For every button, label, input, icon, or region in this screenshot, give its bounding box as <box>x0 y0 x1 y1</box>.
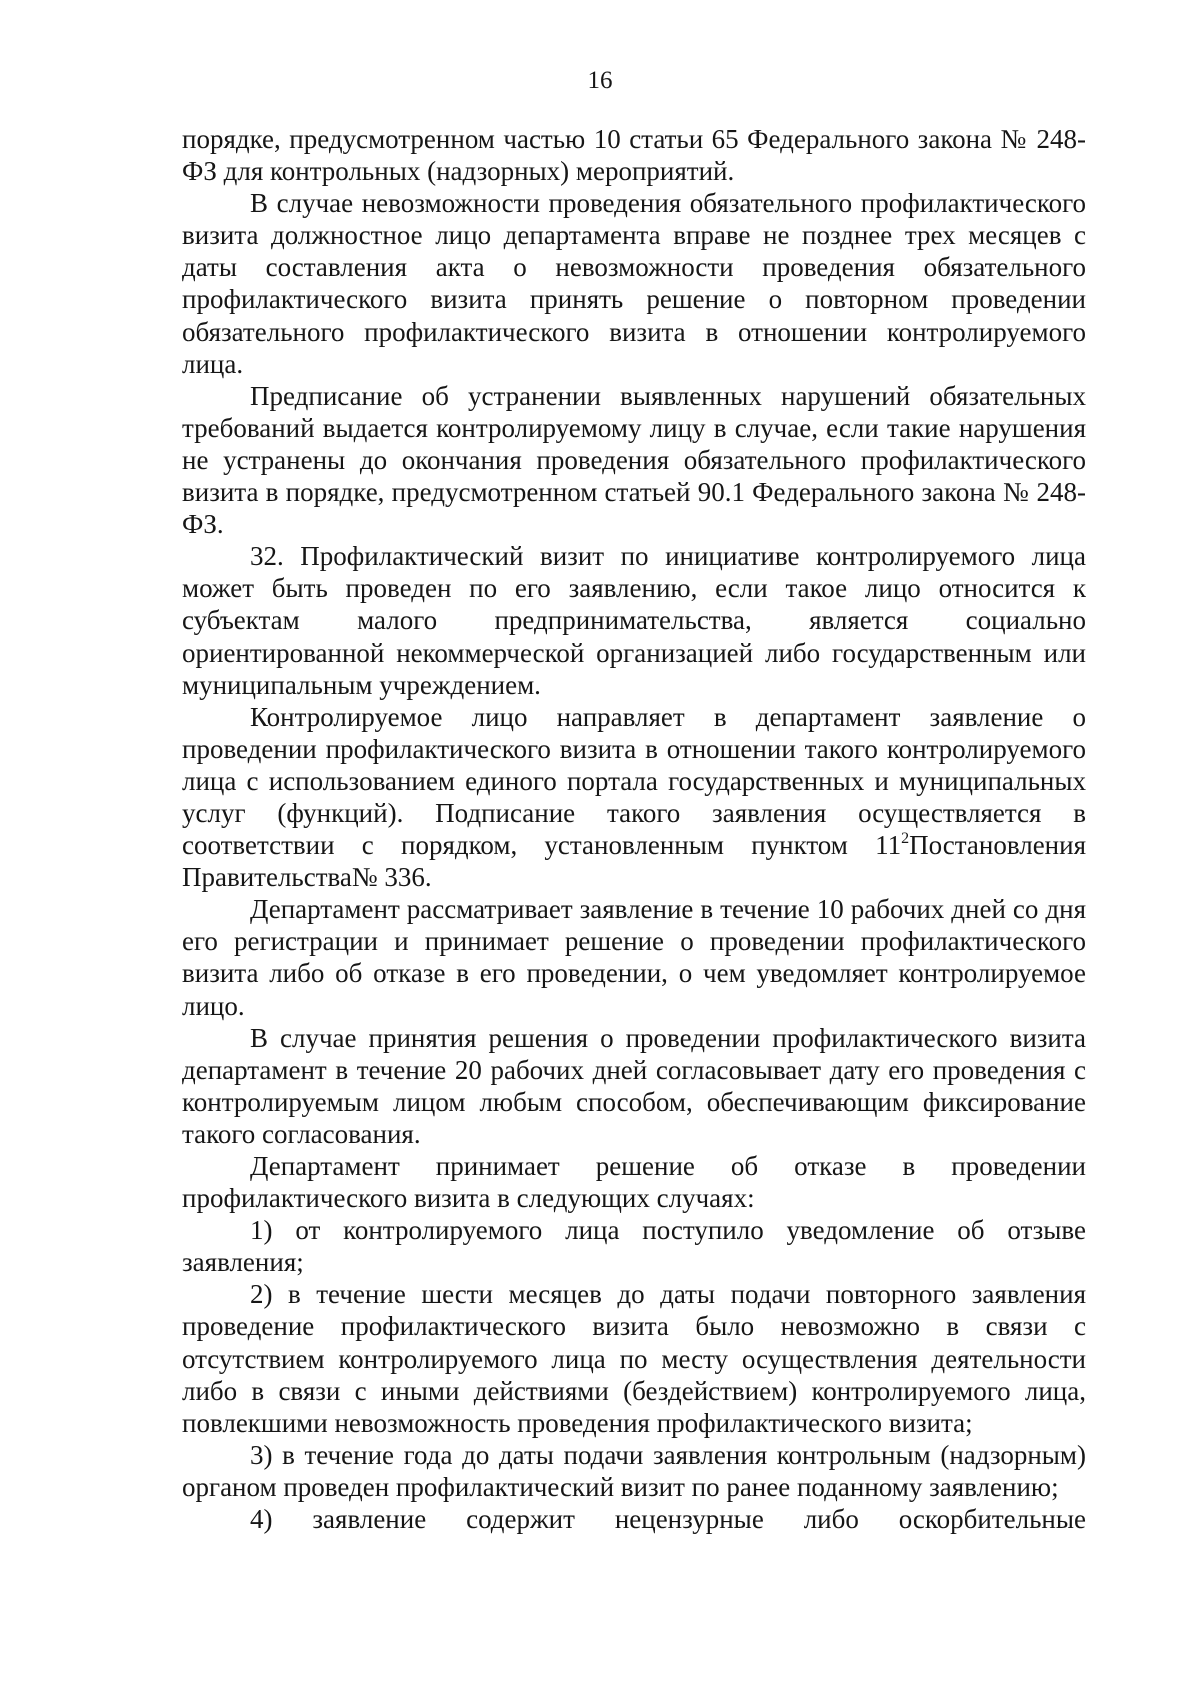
paragraph-refusal-cases: Департамент принимает решение об отказе в проведении профилактического визита в следующих случаях: <box>182 1151 1086 1214</box>
list-item-1: 1) от контролируемого лица поступило уведомление об отзыве заявления; <box>182 1215 1086 1278</box>
paragraph-application-text: Контролируемое лицо направляет в департамент заявление о проведении профилактического визита в отношении такого контролируемого лица с использованием единого портала государственных и муниципальных услуг (функций). Подписание такого заявления осуществляется в соответствии с порядком, установленным пунктом 11 <box>182 701 1086 861</box>
document-body <box>182 123 1086 1535</box>
paragraph-review-period: Департамент рассматривает заявление в течение 10 рабочих дней со дня его регистрации и принимает решение о проведении профилактического визита либо об отказе в его проведении, о чем уведомляет контролируемое лицо. <box>182 894 1086 1021</box>
list-item-4: 4) заявление содержит нецензурные либо оскорбительные <box>250 1504 1086 1535</box>
paragraph-continuation: порядке, предусмотренном частью 10 статьи 65 Федерального закона № 248-ФЗ для контрольных (надзорных) мероприятий. <box>182 124 1086 187</box>
list-item-3: 3) в течение года до даты подачи заявления контрольным (надзорным) органом проведен профилактический визит по ранее поданному заявлению; <box>182 1439 1086 1502</box>
paragraph-prescription: Предписание об устранении выявленных нарушений обязательных требований выдается контролируемому лицу в случае, если такие нарушения не устранены до окончания проведения обязательного профилактического визита в порядке, предусмотренном статьей 90.1 Федерального закона № 248-ФЗ. <box>182 380 1086 540</box>
paragraph-application-tail: Постановления Правительства№ 336. <box>182 830 1086 893</box>
paragraph-application <box>182 701 1086 894</box>
paragraph-repeat-visit: В случае невозможности проведения обязательного профилактического визита должностное лицо департамента вправе не позднее трех месяцев с даты составления акта о невозможности проведения обязательного профилактического визита принять решение о повторном проведении обязательного профилактического визита в отношении контролируемого лица. <box>182 188 1086 379</box>
list-item-2: 2) в течение шести месяцев до даты подачи повторного заявления проведение профилактического визита было невозможно в связи с отсутствием контролируемого лица по месту осуществления деятельности либо в связи с иными действиями (бездействием) контролируемого лица, повлекшими невозможность проведения профилактического визита; <box>182 1279 1086 1438</box>
paragraph-date-agreement: В случае принятия решения о проведении профилактического визита департамент в течение 20 рабочих дней согласовывает дату его проведения с контролируемым лицом любым способом, обеспечивающим фиксирование такого согласования. <box>182 1022 1086 1149</box>
page-number: 16 <box>587 67 613 94</box>
superscript-mark: 2 <box>901 830 910 848</box>
paragraph-item-32: 32. Профилактический визит по инициативе контролируемого лица может быть проведен по его заявлению, если такое лицо относится к субъектам малого предпринимательства, является социально ориентированной некоммерческой организацией либо государственным или муниципальным учреждением. <box>182 541 1086 700</box>
